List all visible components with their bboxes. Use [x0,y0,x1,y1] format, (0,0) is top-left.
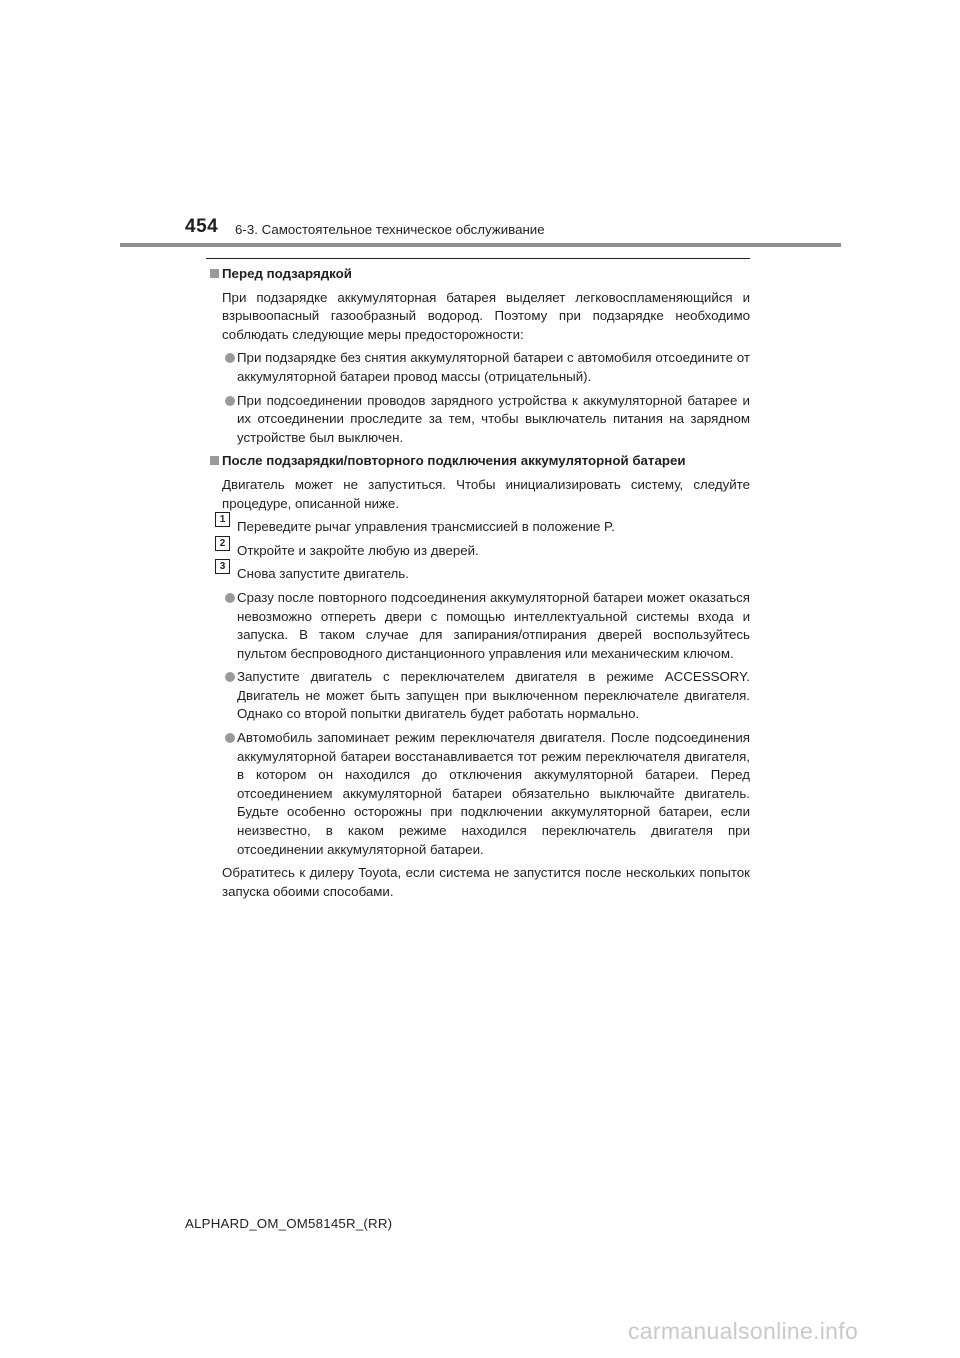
square-bullet-icon [210,456,219,465]
paragraph: Двигатель может не запуститься. Чтобы инициализировать систему, следуйте процедуре, описанной ниже. [222,476,750,511]
square-bullet-icon [210,269,219,278]
paragraph: При подзарядке аккумуляторная батарея выделяет легковоспламеняющийся и взрывоопасный газообразный водород. Поэтому при подзарядке необходимо соблюдать следующие меры предосторожности: [222,289,750,342]
step-text: Снова запустите двигатель. [237,566,409,582]
step-item [206,561,750,584]
page-number: 454 [185,216,219,237]
heading-after-charging [206,452,750,471]
step-number: 1 [215,512,230,527]
paragraph: Обратитесь к дилеру Toyota, если система не запустится после нескольких попыток запуска обоими способами. [222,865,750,899]
heading-text: Перед подзарядкой [222,266,352,281]
circle-bullet-icon [225,353,235,363]
bullet-item [206,729,750,859]
step-number: 3 [215,559,230,574]
bullet-text: При подзарядке без снятия аккумуляторной батареи с автомобиля отсоедините от аккумуляторной батареи провод массы (отрицательный). [237,350,750,384]
bullet-item [206,392,750,448]
heading-before-charging [206,265,750,284]
bullet-item [206,349,750,386]
section-title: 6-3. Самостоятельное техническое обслуживание [235,222,545,237]
step-item [206,537,750,561]
step-item [206,514,750,537]
circle-bullet-icon [225,396,235,406]
bullet-text: Автомобиль запоминает режим переключателя двигателя. После подсоединения аккумуляторной батареи восстанавливается тот режим переключателя двигателя, в котором он находился до отключения аккумуляторной батареи. Перед отсоединением аккумуляторной батареи обязательно выключайте двигатель. Будьте особенно осторожны при подключении аккумуляторной батареи, если неизвестно, в каком режиме находился переключатель двигателя при отсоединении аккумуляторной батареи. [237,730,750,857]
bullet-item [206,589,750,663]
watermark: carmanualsonline.info [628,1318,859,1344]
heading-text: После подзарядки/повторного подключения аккумуляторной батареи [222,453,686,469]
bullet-text: Запустите двигатель с переключателем двигателя в режиме ACCESSORY. Двигатель не может быть запущен при выключенном переключателе двигателя. Однако со второй попытки двигатель будет работать нормально. [237,669,750,722]
step-text: Переведите рычаг управления трансмиссией в положение P. [237,519,615,535]
document-code: ALPHARD_OM_OM58145R_(RR) [185,1216,393,1231]
circle-bullet-icon [225,672,235,682]
page-content [206,258,750,906]
step-number: 2 [215,536,230,551]
bullet-text: Сразу после повторного подсоединения аккумуляторной батареи может оказаться невозможно отпереть двери с помощью интеллектуальной системы входа и запуска. В таком случае для запирания/отпирания дверей воспользуйтесь пультом беспроводного дистанционного управления или механическим ключом. [237,589,750,661]
bullet-item [206,668,750,724]
step-text: Откройте и закройте любую из дверей. [237,542,479,558]
header-divider [120,243,841,247]
bullet-text: При подсоединении проводов зарядного устройства к аккумуляторной батарее и их отсоединении проследите за тем, чтобы выключатель питания на зарядном устройстве был выключен. [237,392,750,445]
circle-bullet-icon [225,593,235,603]
circle-bullet-icon [225,733,235,743]
